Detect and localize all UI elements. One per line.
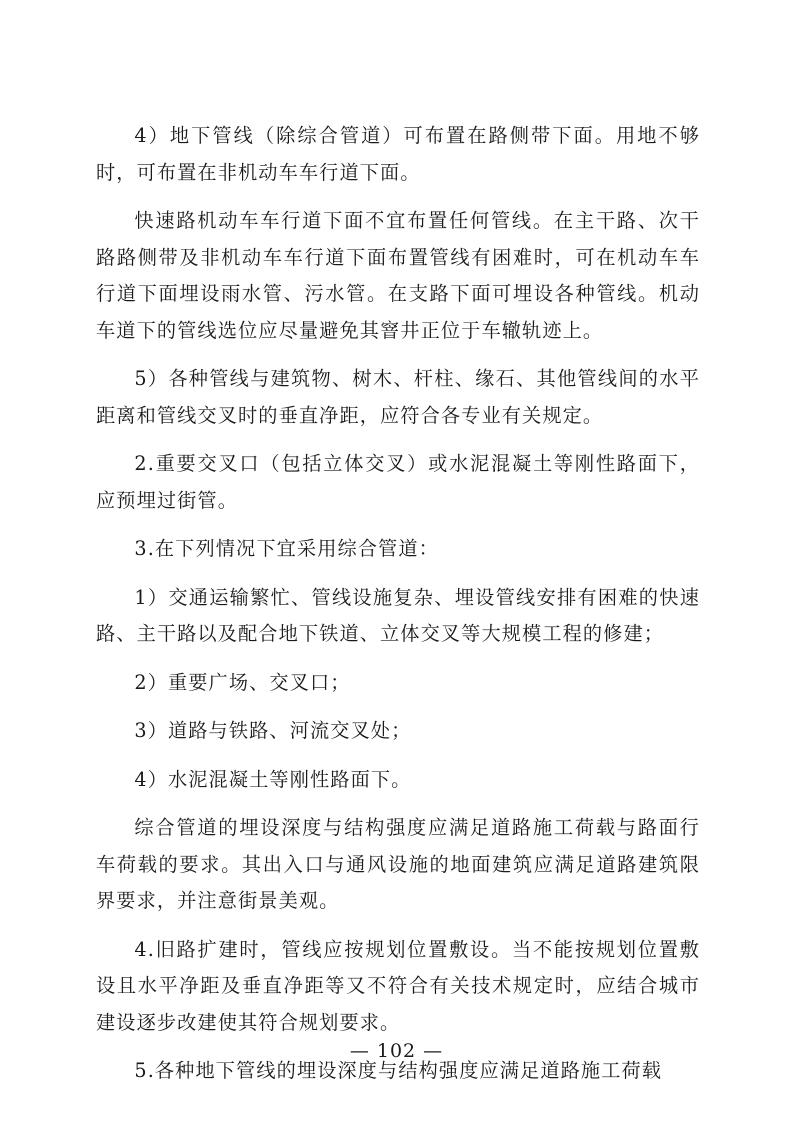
- paragraph-7: 2）重要广场、交叉口；: [134, 670, 351, 694]
- paragraph-6: 1）交通运输繁忙、管线设施复杂、埋设管线安排有困难的快速路、主干路以及配合地下铁道、立体交叉等大规模工程的修建；: [96, 585, 700, 645]
- paragraph-5: 3.在下列情况下宜采用综合管道：: [134, 537, 439, 560]
- paragraph-4: 2.重要交叉口（包括立体交叉）或水泥混凝土等刚性路面下，应预埋过街管。: [96, 452, 700, 512]
- document-body: [96, 118, 700, 1102]
- paragraph-9: 4）水泥混凝土等刚性路面下。: [134, 767, 412, 791]
- page-number: — 102 —: [349, 1040, 444, 1062]
- paragraph-8: 3）道路与铁路、河流交叉处；: [134, 719, 412, 742]
- paragraph-12: 5.各种地下管线的埋设深度与结构强度应满足道路施工荷载: [134, 1059, 663, 1082]
- paragraph-2: 快速路机动车车行道下面不宜布置任何管线。在主干路、次干路路侧带及非机动车车行道下面布置管线有困难时，可在机动车车行道下面埋设雨水管、污水管。在支路下面可埋设各种管线。机动车道下的管线选位应尽量避免其窨井正位于车辙轨迹上。: [96, 209, 700, 342]
- paragraph-3: 5）各种管线与建筑物、树木、杆柱、缘石、其他管线间的水平距离和管线交叉时的垂直净距，应符合各专业有关规定。: [96, 367, 700, 427]
- paragraph-10: 综合管道的埋设深度与结构强度应满足道路施工荷载与路面行车荷载的要求。其出入口与通风设施的地面建筑应满足道路建筑限界要求，并注意街景美观。: [96, 816, 700, 912]
- paragraph-11: 4.旧路扩建时，管线应按规划位置敷设。当不能按规划位置敷设且水平净距及垂直净距等又不符合有关技术规定时，应结合城市建设逐步改建使其符合规划要求。: [96, 937, 700, 1034]
- paragraph-1: 4）地下管线（除综合管道）可布置在路侧带下面。用地不够时，可布置在非机动车车行道下面。: [96, 124, 700, 184]
